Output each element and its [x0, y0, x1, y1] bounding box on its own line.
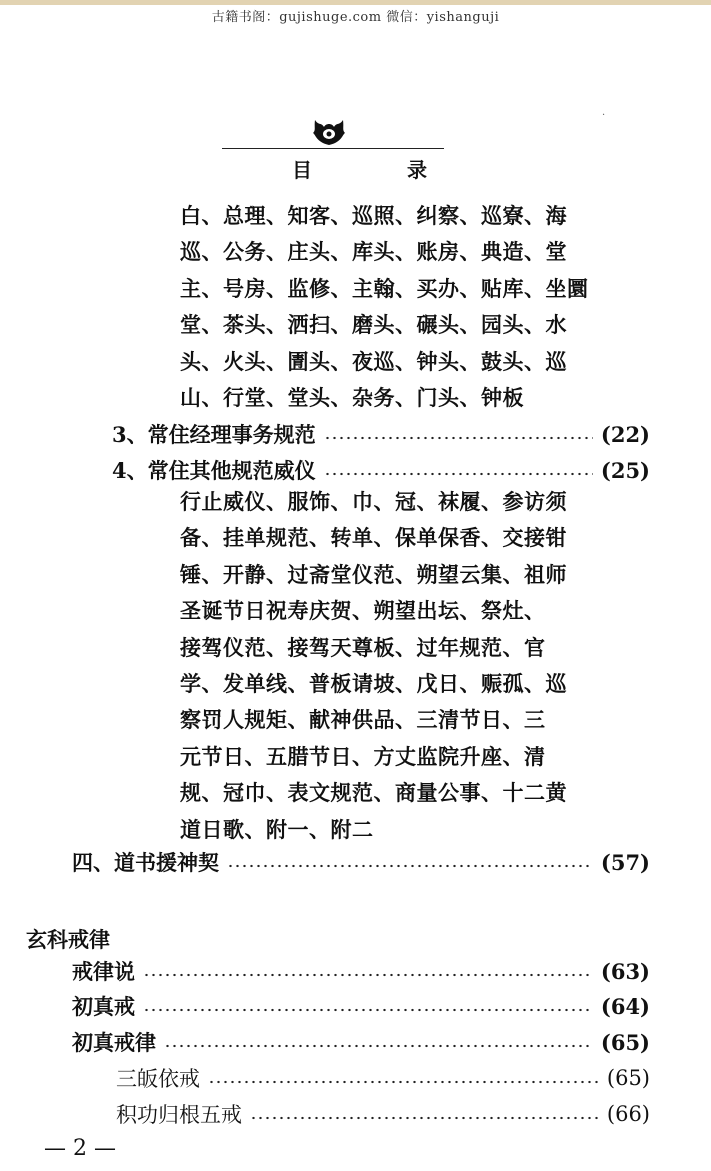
- dot-leader: [143, 973, 593, 977]
- toc-entry[interactable]: [116, 1060, 650, 1096]
- contents-line: 头、火头、圊头、夜巡、钟头、鼓头、巡: [180, 348, 567, 374]
- toc-entry[interactable]: [112, 452, 650, 488]
- contents-line: 白、总理、知客、巡照、纠察、巡寮、海: [180, 203, 567, 228]
- toc-entry-page: (25): [600, 457, 650, 483]
- top-border: [0, 0, 711, 5]
- dot-leader: [324, 472, 593, 476]
- dot-leader: [164, 1044, 593, 1048]
- toc-entry-label: 积功归根五戒: [116, 1103, 242, 1127]
- contents-line: 堂、茶头、洒扫、磨头、碾头、园头、水: [180, 312, 567, 338]
- toc-entry-label: 初真戒: [72, 994, 135, 1019]
- contents-line: 锤、开静、过斋堂仪范、朔望云集、祖师: [180, 561, 567, 587]
- page-title: 目 录: [292, 158, 471, 182]
- toc-entry[interactable]: [112, 416, 650, 452]
- toc-entry-page: (65): [606, 1066, 650, 1090]
- title-rule: [222, 148, 444, 149]
- contents-line: 道日歌、附一、附二: [180, 816, 374, 842]
- contents-line: 接驾仪范、接驾天尊板、过年规范、官: [180, 634, 546, 660]
- toc-entry-page: (22): [600, 421, 650, 447]
- toc-entry[interactable]: [72, 1024, 650, 1060]
- toc-entry-label: 戒律说: [72, 959, 135, 984]
- dot-leader: [250, 1116, 599, 1120]
- section-heading: 玄科戒律: [26, 928, 110, 952]
- toc-entry-page: (66): [606, 1102, 650, 1126]
- toc-entry-label: 三皈依戒: [116, 1067, 200, 1091]
- dot-leader: [208, 1080, 599, 1084]
- toc-entry-page: (64): [600, 993, 650, 1019]
- toc-entry-label: 3、常住经理事务规范: [112, 422, 316, 447]
- contents-line: 圣诞节日祝寿庆贺、朔望出坛、祭灶、: [180, 598, 546, 624]
- page-number: — 2 —: [44, 1136, 116, 1161]
- toc-entry-page: (57): [600, 849, 650, 875]
- toc-entry-label: 初真戒律: [72, 1030, 156, 1055]
- toc-entry-label: 4、常住其他规范威仪: [112, 458, 316, 483]
- dot-leader: [227, 864, 593, 868]
- contents-line: 巡、公务、庄头、库头、账房、典造、堂: [180, 239, 567, 265]
- contents-line: 备、挂单规范、转单、保单保香、交接钳: [180, 525, 567, 551]
- toc-entry-label: 四、道书援神契: [72, 850, 219, 875]
- contents-line: 山、行堂、堂头、杂务、门头、钟板: [180, 385, 524, 410]
- contents-line: 学、发单线、普板请坡、戊日、赈孤、巡: [180, 671, 567, 696]
- stray-dot: ·: [602, 110, 606, 121]
- contents-line: 行止威仪、服饰、巾、冠、袜履、参访须: [180, 489, 567, 514]
- flower-emblem-icon: [312, 116, 346, 146]
- toc-entry-page: (63): [600, 958, 650, 984]
- watermark-header: 古籍书阁：gujishuge.com 微信：yishanguji: [211, 10, 500, 25]
- toc-entry[interactable]: [72, 953, 650, 989]
- contents-line: 元节日、五腊节日、方丈监院升座、清: [180, 743, 546, 769]
- contents-line: 主、号房、监修、主翰、买办、贴库、坐圜: [180, 275, 589, 301]
- dot-leader: [324, 436, 593, 440]
- dot-leader: [143, 1008, 593, 1012]
- toc-entry-four[interactable]: [72, 844, 650, 880]
- toc-entry[interactable]: [72, 988, 650, 1024]
- toc-entry-page: (65): [600, 1029, 650, 1055]
- contents-line: 察罚人规矩、献神供品、三清节日、三: [180, 707, 546, 733]
- contents-line: 规、冠巾、表文规范、商量公事、十二黄: [180, 780, 567, 806]
- toc-entry[interactable]: [116, 1096, 650, 1132]
